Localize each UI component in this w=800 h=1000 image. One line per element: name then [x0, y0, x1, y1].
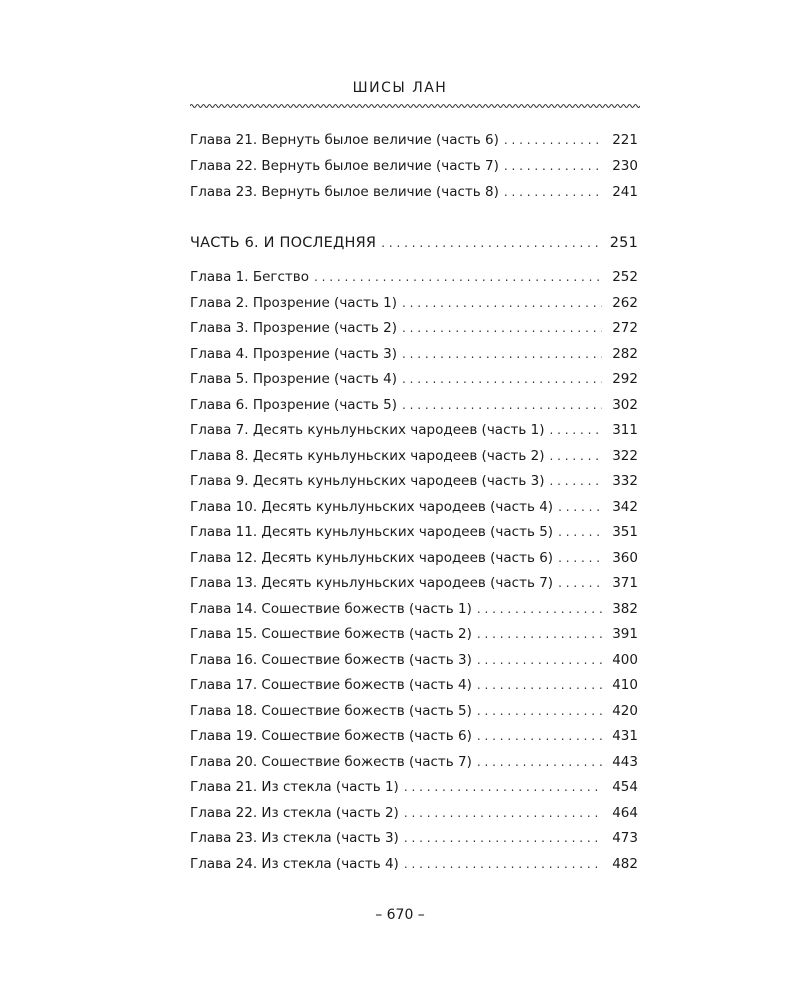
toc-entry-title: Глава 22. Из стекла (часть 2): [190, 804, 399, 821]
toc-entry[interactable]: [190, 779, 638, 805]
toc-list-continued: [190, 132, 638, 210]
toc-entry-page: 482: [612, 855, 638, 872]
toc-entry[interactable]: [190, 295, 638, 321]
dot-leader: [477, 653, 602, 667]
dot-leader: [402, 398, 602, 412]
toc-entry-page: 431: [612, 728, 638, 744]
toc-entry-page: 282: [612, 345, 638, 362]
toc-entry-title: Глава 5. Прозрение (часть 4): [190, 371, 397, 387]
dot-leader: [477, 704, 602, 718]
toc-entry-title: Глава 12. Десять куньлуньских чародеев (часть 6): [190, 549, 554, 566]
toc-entry-page: 382: [612, 600, 638, 617]
dot-leader: [504, 185, 602, 199]
toc-entry-title: Глава 2. Прозрение (часть 1): [190, 294, 397, 311]
dot-leader: [477, 729, 602, 743]
dot-leader: [477, 755, 602, 769]
toc-entry[interactable]: [190, 371, 638, 397]
toc-entry[interactable]: [190, 269, 638, 295]
running-head: ШИСЫ ЛАН: [352, 80, 448, 96]
toc-entry-page: 464: [612, 804, 638, 821]
toc-entry[interactable]: [190, 677, 638, 703]
toc-entry-title: Глава 16. Сошествие божеств (часть 3): [190, 651, 472, 668]
toc-entry[interactable]: [190, 346, 638, 372]
toc-entry-title: Глава 1. Бегство: [190, 269, 309, 285]
toc-entry-page: 400: [612, 651, 638, 668]
toc-entry-page: 221: [612, 132, 638, 148]
toc-entry-title: Глава 14. Сошествие божеств (часть 1): [190, 600, 472, 617]
toc-entry[interactable]: [190, 754, 638, 780]
toc-entry-page: 272: [612, 320, 638, 336]
toc-entry-page: 420: [612, 702, 638, 719]
toc-entry[interactable]: [190, 728, 638, 754]
dot-leader: [402, 296, 602, 310]
toc-entry-title: Глава 21. Из стекла (часть 1): [190, 779, 399, 795]
dot-leader: [477, 602, 602, 616]
toc-entry-title: Глава 22. Вернуть былое величие (часть 7): [190, 158, 499, 174]
toc-entry-page: 360: [612, 549, 638, 566]
dot-leader: [558, 551, 602, 565]
toc-entry[interactable]: [190, 397, 638, 423]
toc-entry-page: 454: [612, 779, 638, 795]
toc-entry-title: Глава 23. Из стекла (часть 3): [190, 830, 399, 846]
toc-entry-title: Глава 8. Десять куньлуньских чародеев (часть 2): [190, 447, 545, 464]
toc-entry-page: 241: [612, 184, 638, 200]
dot-leader: [314, 270, 602, 284]
toc-entry-page: 292: [612, 371, 638, 387]
toc-entry[interactable]: [190, 601, 638, 627]
toc-entry-title: Глава 9. Десять куньлуньских чародеев (часть 3): [190, 473, 545, 489]
toc-list-part-6: [190, 235, 638, 881]
dot-leader: [558, 576, 602, 590]
dot-leader: [402, 347, 602, 361]
toc-entry[interactable]: [190, 320, 638, 346]
dot-leader: [404, 806, 602, 820]
toc-entry-title: Глава 20. Сошествие божеств (часть 7): [190, 753, 472, 770]
toc-entry[interactable]: [190, 550, 638, 576]
toc-entry[interactable]: [190, 132, 638, 158]
dot-leader: [549, 449, 602, 463]
dot-leader: [477, 678, 602, 692]
toc-entry-title: Глава 13. Десять куньлуньских чародеев (часть 7): [190, 575, 554, 591]
dot-leader: [549, 423, 602, 437]
toc-entry[interactable]: [190, 448, 638, 474]
toc-entry-page: 351: [612, 524, 638, 540]
dot-leader: [402, 321, 602, 335]
toc-entry-title: Глава 19. Сошествие божеств (часть 6): [190, 728, 472, 744]
dot-leader: [549, 474, 602, 488]
toc-entry-title: Глава 21. Вернуть былое величие (часть 6): [190, 132, 499, 148]
toc-entry[interactable]: [190, 422, 638, 448]
toc-entry-page: 252: [612, 269, 638, 285]
toc-entry[interactable]: [190, 703, 638, 729]
wavy-divider: [190, 101, 640, 111]
toc-entry-title: Глава 11. Десять куньлуньских чародеев (часть 5): [190, 524, 554, 540]
dot-leader: [504, 133, 602, 147]
toc-entry-title: Глава 4. Прозрение (часть 3): [190, 345, 397, 362]
toc-entry[interactable]: [190, 575, 638, 601]
dot-leader: [477, 627, 602, 641]
toc-entry-page: 230: [612, 158, 638, 174]
dot-leader: [404, 831, 602, 845]
dot-leader: [558, 500, 602, 514]
toc-entry-page: 473: [612, 830, 638, 846]
toc-entry-page: 332: [612, 473, 638, 489]
toc-entry[interactable]: [190, 524, 638, 550]
toc-entry-title: Глава 6. Прозрение (часть 5): [190, 396, 397, 413]
toc-entry-title: Глава 24. Из стекла (часть 4): [190, 855, 399, 872]
toc-entry[interactable]: [190, 499, 638, 525]
dot-leader: [404, 857, 602, 871]
dot-leader: [504, 159, 602, 173]
dot-leader: [404, 780, 602, 794]
toc-entry-title: Глава 18. Сошествие божеств (часть 5): [190, 702, 472, 719]
toc-entry[interactable]: [190, 856, 638, 882]
toc-entry-title: Глава 15. Сошествие божеств (часть 2): [190, 626, 472, 642]
toc-entry[interactable]: [190, 158, 638, 184]
dot-leader: [381, 236, 602, 250]
toc-entry-title: Глава 17. Сошествие божеств (часть 4): [190, 677, 472, 693]
toc-entry-page: 322: [612, 447, 638, 464]
toc-entry[interactable]: [190, 473, 638, 499]
toc-entry-page: 371: [612, 575, 638, 591]
dot-leader: [402, 372, 602, 386]
part-title: ЧАСТЬ 6. И ПОСЛЕДНЯЯ: [190, 235, 377, 251]
toc-entry-page: 302: [612, 396, 638, 413]
toc-entry[interactable]: [190, 830, 638, 856]
toc-part-heading[interactable]: [190, 235, 638, 269]
toc-entry[interactable]: [190, 184, 638, 210]
toc-entry-page: 262: [612, 294, 638, 311]
toc-entry-page: 443: [612, 753, 638, 770]
toc-entry-page: 391: [612, 626, 638, 642]
part-page: 251: [609, 235, 638, 251]
toc-entry[interactable]: [190, 626, 638, 652]
dot-leader: [558, 525, 602, 539]
page-number: – 670 –: [375, 907, 425, 923]
toc-entry-page: 342: [612, 498, 638, 515]
toc-entry-page: 410: [612, 677, 638, 693]
toc-entry-title: Глава 10. Десять куньлуньских чародеев (часть 4): [190, 498, 554, 515]
toc-entry-title: Глава 3. Прозрение (часть 2): [190, 320, 397, 336]
toc-entry-title: Глава 7. Десять куньлуньских чародеев (часть 1): [190, 422, 545, 438]
toc-entry[interactable]: [190, 805, 638, 831]
toc-entry-page: 311: [612, 422, 638, 438]
toc-entry-title: Глава 23. Вернуть былое величие (часть 8): [190, 184, 499, 200]
toc-entry[interactable]: [190, 652, 638, 678]
